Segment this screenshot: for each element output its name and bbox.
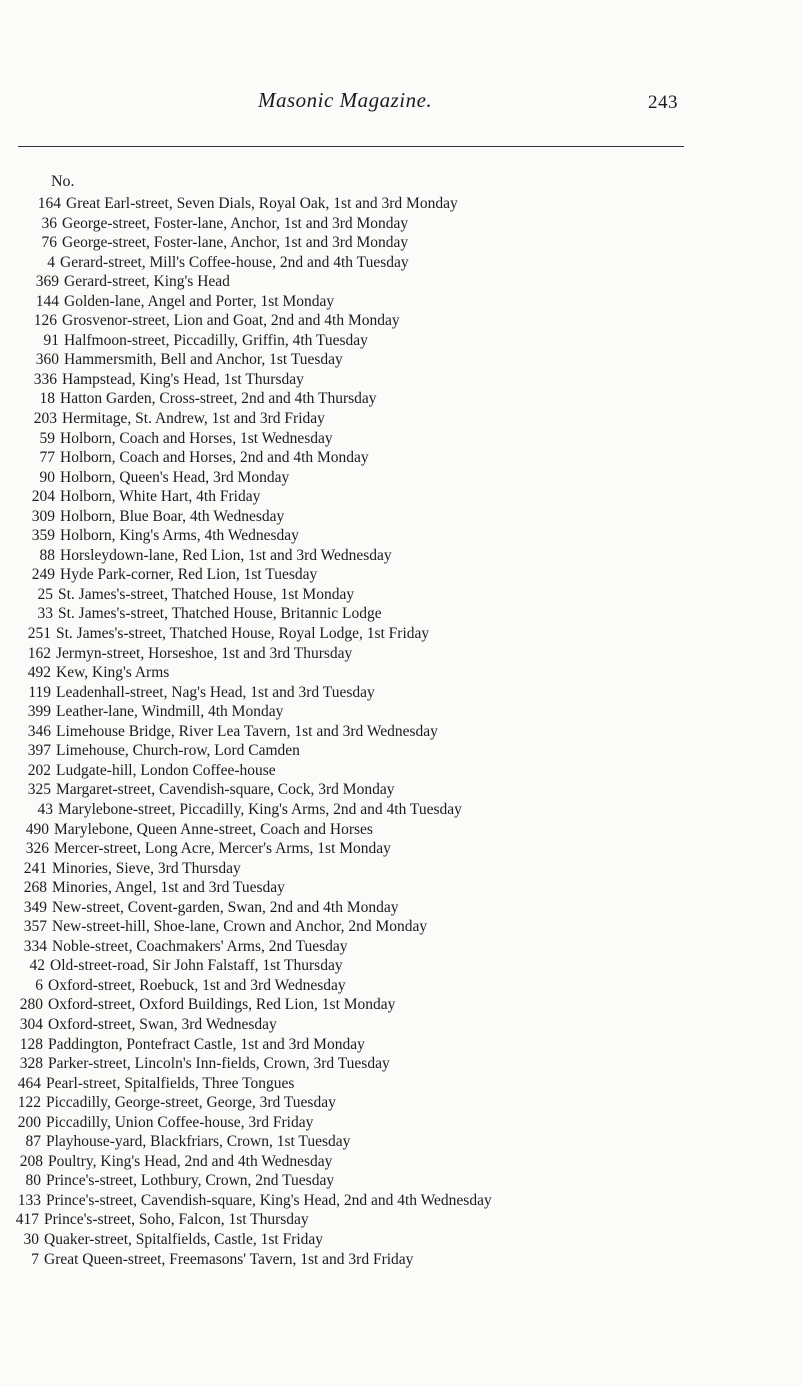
list-item	[0, 487, 797, 507]
lodge-details: Hyde Park-corner, Red Lion, 1st Tuesday	[60, 566, 318, 584]
lodge-number: 326	[25, 840, 49, 858]
lodge-list	[0, 194, 803, 1269]
lodge-number: 464	[17, 1074, 41, 1092]
lodge-details: Holborn, Queen's Head, 3rd Monday	[60, 468, 290, 486]
lodge-number: 309	[31, 507, 55, 525]
lodge-details: Holborn, Coach and Horses, 1st Wednesday	[60, 429, 333, 447]
lodge-number: 200	[17, 1113, 41, 1131]
lodge-details: Pearl-street, Spitalfields, Three Tongues	[46, 1074, 295, 1092]
lodge-details: Marylebone-street, Piccadilly, King's Arms, 2nd and 4th Tuesday	[58, 800, 462, 818]
lodge-details: Hermitage, St. Andrew, 1st and 3rd Friday	[62, 410, 325, 428]
lodge-number: 7	[31, 1250, 39, 1268]
page-header	[0, 88, 803, 128]
lodge-number: 203	[33, 410, 57, 428]
list-item	[0, 409, 799, 429]
header-rule	[18, 146, 684, 147]
lodge-details: Holborn, Blue Boar, 4th Wednesday	[60, 507, 285, 525]
list-item	[0, 311, 799, 331]
lodge-number: 241	[23, 859, 47, 877]
lodge-number: 119	[28, 683, 51, 701]
list-item	[0, 917, 789, 937]
list-item	[0, 937, 789, 957]
lodge-number: 162	[27, 644, 51, 662]
lodge-number: 91	[43, 331, 59, 349]
lodge-details: George-street, Foster-lane, Anchor, 1st and 3rd Monday	[62, 234, 409, 252]
list-item	[0, 898, 789, 918]
list-item	[0, 546, 797, 566]
lodge-number: 208	[19, 1152, 43, 1170]
lodge-details: Prince's-street, Cavendish-square, King's Head, 2nd and 4th Wednesday	[46, 1191, 492, 1209]
list-item	[0, 1210, 781, 1230]
list-item	[0, 624, 793, 644]
lodge-number: 492	[27, 664, 51, 682]
lodge-details: Jermyn-street, Horseshoe, 1st and 3rd Thursday	[56, 644, 353, 662]
lodge-details: Oxford-street, Roebuck, 1st and 3rd Wednesday	[48, 976, 346, 994]
list-item	[0, 1250, 781, 1270]
list-item	[0, 565, 797, 585]
lodge-number: 359	[31, 527, 55, 545]
list-item	[0, 1074, 783, 1094]
lodge-details: Horsleydown-lane, Red Lion, 1st and 3rd Wednesday	[60, 546, 392, 564]
lodge-details: New-street, Covent-garden, Swan, 2nd and 4th Monday	[52, 898, 399, 916]
lodge-details: Mercer-street, Long Acre, Mercer's Arms, 1st Monday	[54, 840, 391, 858]
list-item	[0, 702, 793, 722]
list-item	[0, 507, 797, 527]
lodge-details: St. James's-street, Thatched House, Britannic Lodge	[58, 605, 382, 623]
lodge-details: Ludgate-hill, London Coffee-house	[56, 761, 276, 779]
lodge-details: Holborn, King's Arms, 4th Wednesday	[60, 527, 299, 545]
lodge-details: Marylebone, Queen Anne-street, Coach and Horses	[54, 820, 373, 838]
list-item	[0, 644, 793, 664]
lodge-number: 76	[41, 234, 57, 252]
lodge-number: 251	[27, 625, 51, 643]
list-item	[0, 839, 791, 859]
lodge-number: 6	[35, 976, 43, 994]
lodge-number: 490	[25, 820, 49, 838]
lodge-details: Piccadilly, George-street, George, 3rd Tuesday	[46, 1094, 336, 1112]
lodge-number: 133	[17, 1191, 41, 1209]
lodge-number: 202	[27, 761, 51, 779]
list-item	[0, 429, 797, 449]
lodge-number: 249	[31, 566, 55, 584]
lodge-number: 346	[27, 722, 51, 740]
list-item	[0, 1171, 783, 1191]
list-item	[0, 1093, 783, 1113]
lodge-details: Minories, Sieve, 3rd Thursday	[52, 859, 241, 877]
list-item	[0, 683, 793, 703]
lodge-details: Halfmoon-street, Piccadilly, Griffin, 4th Tuesday	[64, 331, 368, 349]
lodge-details: Hammersmith, Bell and Anchor, 1st Tuesday	[64, 351, 343, 369]
list-item	[0, 1132, 783, 1152]
lodge-details: New-street-hill, Shoe-lane, Crown and Anchor, 2nd Monday	[52, 918, 428, 936]
lodge-number: 43	[37, 800, 53, 818]
lodge-number: 4	[47, 253, 55, 271]
lodge-number: 280	[19, 996, 43, 1014]
lodge-details: George-street, Foster-lane, Anchor, 1st and 3rd Monday	[62, 214, 409, 232]
lodge-details: Minories, Angel, 1st and 3rd Tuesday	[52, 879, 285, 897]
lodge-number: 328	[19, 1055, 43, 1073]
lodge-details: St. James's-street, Thatched House, 1st Monday	[58, 585, 355, 603]
lodge-details: Golden-lane, Angel and Porter, 1st Monday	[64, 292, 335, 310]
lodge-details: Gerard-street, Mill's Coffee-house, 2nd and 4th Tuesday	[60, 253, 409, 271]
lodge-number: 336	[33, 370, 57, 388]
list-item	[0, 233, 799, 253]
list-item	[0, 604, 795, 624]
list-item	[0, 741, 793, 761]
list-item	[0, 1054, 785, 1074]
lodge-details: Playhouse-yard, Blackfriars, Crown, 1st Tuesday	[46, 1133, 351, 1151]
lodge-number: 399	[27, 703, 51, 721]
list-item	[0, 1035, 785, 1055]
lodge-details: Piccadilly, Union Coffee-house, 3rd Friday	[46, 1113, 314, 1131]
lodge-number: 417	[15, 1211, 39, 1229]
lodge-details: Quaker-street, Spitalfields, Castle, 1st Friday	[44, 1230, 324, 1248]
lodge-number: 369	[35, 273, 59, 291]
lodge-number: 268	[23, 879, 47, 897]
lodge-details: Great Queen-street, Freemasons' Tavern, 1st and 3rd Friday	[44, 1250, 414, 1268]
lodge-details: Hampstead, King's Head, 1st Thursday	[62, 370, 304, 388]
list-item	[0, 194, 803, 214]
lodge-number: 357	[23, 918, 47, 936]
lodge-number: 126	[33, 312, 57, 330]
lodge-details: Prince's-street, Soho, Falcon, 1st Thursday	[44, 1211, 309, 1229]
lodge-details: Prince's-street, Lothbury, Crown, 2nd Tuesday	[46, 1172, 335, 1190]
lodge-details: Noble-street, Coachmakers' Arms, 2nd Tuesday	[52, 937, 348, 955]
list-item	[0, 878, 789, 898]
list-item	[0, 722, 793, 742]
list-item	[0, 780, 793, 800]
lodge-details: Kew, King's Arms	[56, 664, 170, 682]
list-item	[0, 663, 793, 683]
list-item	[0, 859, 789, 879]
lodge-number: 80	[25, 1172, 41, 1190]
lodge-number: 36	[41, 214, 57, 232]
lodge-number: 59	[39, 429, 55, 447]
list-item	[0, 761, 793, 781]
lodge-number: 164	[37, 195, 61, 212]
lodge-details: Oxford-street, Oxford Buildings, Red Lion, 1st Monday	[48, 996, 396, 1014]
lodge-number: 349	[23, 898, 47, 916]
list-item	[0, 800, 795, 820]
list-item	[0, 526, 797, 546]
list-item	[0, 995, 785, 1015]
list-item	[0, 331, 801, 351]
list-item	[0, 448, 797, 468]
lodge-details: Limehouse, Church-row, Lord Camden	[56, 742, 300, 760]
lodge-details: Old-street-road, Sir John Falstaff, 1st Thursday	[50, 957, 343, 975]
lodge-details: Poultry, King's Head, 2nd and 4th Wednesday	[48, 1152, 333, 1170]
lodge-number: 90	[39, 468, 55, 486]
list-item	[0, 1113, 783, 1133]
lodge-number: 397	[27, 742, 51, 760]
lodge-number: 128	[19, 1035, 43, 1053]
lodge-number: 33	[37, 605, 53, 623]
running-title: Masonic Magazine.	[258, 88, 433, 112]
lodge-number: 87	[25, 1133, 41, 1151]
list-item	[0, 370, 799, 390]
lodge-details: Gerard-street, King's Head	[64, 273, 230, 291]
lodge-details: Leadenhall-street, Nag's Head, 1st and 3rd Tuesday	[56, 683, 375, 701]
list-item	[0, 272, 801, 292]
list-item	[0, 1230, 781, 1250]
list-item	[0, 820, 791, 840]
list-item	[0, 976, 785, 996]
lodge-details: Holborn, Coach and Horses, 2nd and 4th Monday	[60, 449, 369, 467]
lodge-details: Grosvenor-street, Lion and Goat, 2nd and 4th Monday	[62, 312, 400, 330]
lodge-number: 88	[39, 546, 55, 564]
list-item	[0, 585, 795, 605]
lodge-details: Margaret-street, Cavendish-square, Cock, 3rd Monday	[56, 781, 395, 799]
list-item	[0, 1015, 785, 1035]
list-item	[0, 1152, 785, 1172]
lodge-number: 304	[19, 1015, 43, 1033]
list-item	[0, 956, 787, 976]
column-heading-no: No.	[51, 173, 75, 190]
lodge-number: 77	[39, 449, 55, 467]
lodge-details: Limehouse Bridge, River Lea Tavern, 1st and 3rd Wednesday	[56, 722, 438, 740]
lodge-number: 360	[35, 351, 59, 369]
lodge-details: Hatton Garden, Cross-street, 2nd and 4th Thursday	[60, 390, 377, 408]
lodge-details: Oxford-street, Swan, 3rd Wednesday	[48, 1015, 277, 1033]
list-item	[0, 253, 797, 273]
list-item	[0, 389, 797, 409]
lodge-details: St. James's-street, Thatched House, Royal Lodge, 1st Friday	[56, 625, 430, 643]
lodge-details: Parker-street, Lincoln's Inn-fields, Crown, 3rd Tuesday	[48, 1055, 390, 1073]
lodge-number: 18	[39, 390, 55, 408]
lodge-details: Paddington, Pontefract Castle, 1st and 3rd Monday	[48, 1035, 365, 1053]
list-item	[0, 292, 801, 312]
lodge-number: 334	[23, 937, 47, 955]
lodge-details: Great Earl-street, Seven Dials, Royal Oak, 1st and 3rd Monday	[66, 195, 458, 212]
lodge-number: 25	[37, 585, 53, 603]
lodge-number: 30	[23, 1230, 39, 1248]
list-item	[0, 1191, 783, 1211]
lodge-number: 325	[27, 781, 51, 799]
lodge-number: 42	[29, 957, 45, 975]
lodge-details: Leather-lane, Windmill, 4th Monday	[56, 703, 284, 721]
lodge-number: 204	[31, 488, 55, 506]
list-item	[0, 468, 797, 488]
list-item	[0, 214, 799, 234]
lodge-details: Holborn, White Hart, 4th Friday	[60, 488, 261, 506]
lodge-number: 144	[35, 292, 59, 310]
lodge-number: 122	[17, 1094, 41, 1112]
list-item	[0, 350, 801, 370]
page-number: 243	[648, 92, 678, 113]
